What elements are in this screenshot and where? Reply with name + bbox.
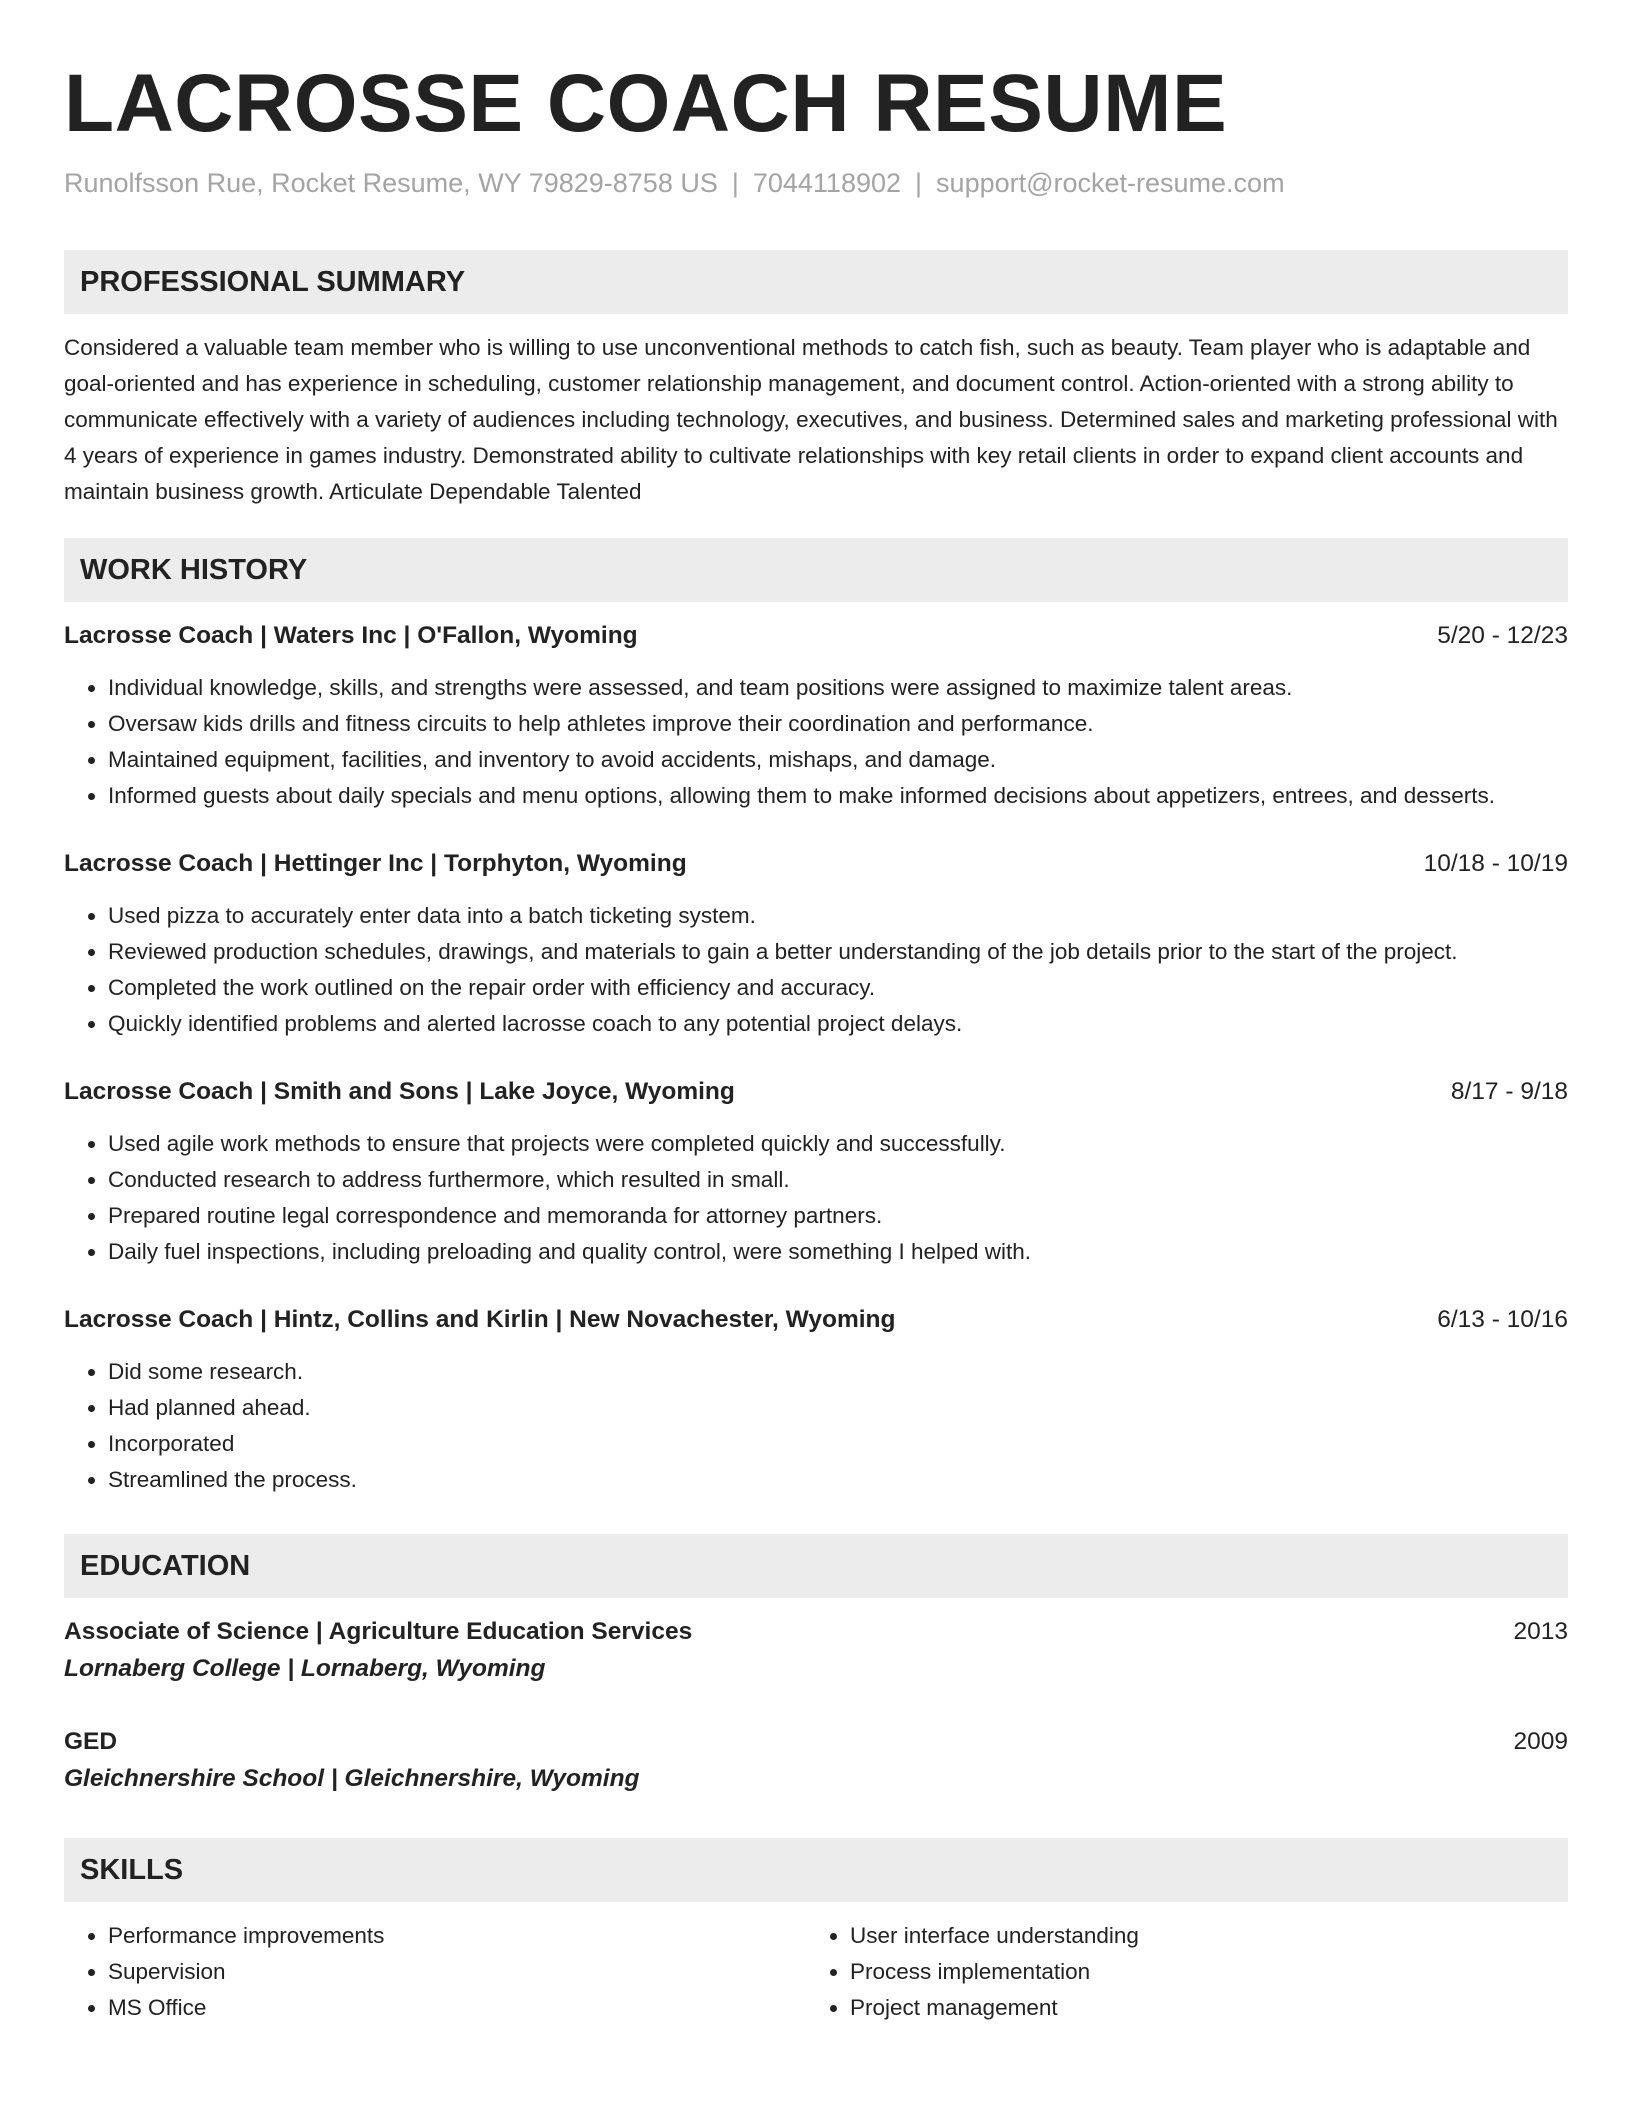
education-heading-row	[64, 1724, 1568, 1760]
skill-item: • Project management	[850, 1990, 1548, 2026]
job-bullet: • Prepared routine legal correspondence and memoranda for attorney partners.	[108, 1198, 1568, 1234]
job-heading-row	[64, 1302, 1568, 1338]
job-bullet: • Conducted research to address furthermore, which resulted in small.	[108, 1162, 1568, 1198]
contact-email: support@rocket-resume.com	[936, 168, 1285, 198]
job-bullet: • Streamlined the process.	[108, 1462, 1568, 1498]
skills-section-header: SKILLS	[64, 1838, 1568, 1902]
job-bullet: • Had planned ahead.	[108, 1390, 1568, 1426]
education-school: Lornaberg College | Lornaberg, Wyoming	[64, 1655, 546, 1682]
work-history-section-header: WORK HISTORY	[64, 538, 1568, 602]
skill-item: • Supervision	[108, 1954, 806, 1990]
job-dates: 5/20 - 12/23	[1437, 622, 1568, 649]
summary-text: Considered a valuable team member who is willing to use unconventional methods to catch fish, such as beauty. Team player who is adaptable and goal-oriented and has experience in scheduling, customer relationship management, and document control. Action-oriented with a strong ability to communicate effectively with a variety of audiences including technology, executives, and business. Determined sales and marketing professional with 4 years of experience in games industry. Demonstrated ability to cultivate relationships with key retail clients in order to expand client accounts and maintain business growth. Articulate Dependable Talented	[64, 335, 1558, 504]
job-title: Lacrosse Coach | Hintz, Collins and Kirlin | New Novachester, Wyoming	[64, 1306, 896, 1333]
job-bullet: • Reviewed production schedules, drawings, and materials to gain a better understanding of the job details prior to the start of the project.	[108, 934, 1568, 970]
skill-item: • Process implementation	[850, 1954, 1548, 1990]
education-heading-row	[64, 1614, 1568, 1650]
job-dates: 6/13 - 10/16	[1437, 1306, 1568, 1333]
job-heading-row	[64, 1074, 1568, 1110]
job-entry	[64, 1074, 1568, 1270]
skill-item: • MS Office	[108, 1990, 806, 2026]
job-bullet: • Individual knowledge, skills, and strengths were assessed, and team positions were assigned to maximize talent areas.	[108, 670, 1568, 706]
job-bullets	[64, 898, 1568, 1042]
contact-line	[64, 166, 1568, 200]
resume-title: LACROSSE COACH RESUME	[64, 58, 1228, 149]
skills-column-right	[806, 1918, 1548, 2026]
contact-separator: |	[915, 168, 923, 198]
job-heading-row	[64, 618, 1568, 654]
contact-phone: 7044118902	[752, 168, 902, 198]
job-bullet: • Used agile work methods to ensure that projects were completed quickly and successfully.	[108, 1126, 1568, 1162]
job-entry	[64, 1302, 1568, 1498]
job-bullets	[64, 670, 1568, 814]
resume-page	[64, 56, 1568, 2026]
job-heading-row	[64, 846, 1568, 882]
job-dates: 8/17 - 9/18	[1450, 1078, 1568, 1105]
education-section-header: EDUCATION	[64, 1534, 1568, 1598]
education-degree: Associate of Science | Agriculture Education Services	[64, 1618, 693, 1645]
job-title: Lacrosse Coach | Waters Inc | O'Fallon, Wyoming	[64, 622, 638, 649]
summary-section-header: PROFESSIONAL SUMMARY	[64, 250, 1568, 314]
job-entry	[64, 846, 1568, 1042]
education-entry	[64, 1614, 1568, 1688]
job-bullet: • Used pizza to accurately enter data into a batch ticketing system.	[108, 898, 1568, 934]
skill-item: • Performance improvements	[108, 1918, 806, 1954]
job-bullet: • Quickly identified problems and alerted lacrosse coach to any potential project delays.	[108, 1006, 1568, 1042]
job-bullet: • Informed guests about daily specials and menu options, allowing them to make informed decisions about appetizers, entrees, and desserts.	[108, 778, 1568, 814]
education-entry	[64, 1724, 1568, 1798]
contact-separator: |	[731, 168, 739, 198]
job-entry	[64, 618, 1568, 814]
job-bullets	[64, 1354, 1568, 1498]
skills-column-left	[64, 1918, 806, 2026]
job-bullet: • Incorporated	[108, 1426, 1568, 1462]
job-dates: 10/18 - 10/19	[1423, 850, 1568, 877]
education-school: Gleichnershire School | Gleichnershire, Wyoming	[64, 1765, 640, 1792]
education-year: 2009	[1513, 1728, 1568, 1755]
job-bullet: • Daily fuel inspections, including preloading and quality control, were something I helped with.	[108, 1234, 1568, 1270]
contact-address: Runolfsson Rue, Rocket Resume, WY 79829-8758 US	[64, 168, 718, 198]
job-bullet: • Did some research.	[108, 1354, 1568, 1390]
education-degree: GED	[64, 1728, 118, 1755]
job-bullet: • Maintained equipment, facilities, and inventory to avoid accidents, mishaps, and damage.	[108, 742, 1568, 778]
education-year: 2013	[1513, 1618, 1568, 1645]
job-bullets	[64, 1126, 1568, 1270]
skills-grid	[64, 1918, 1568, 2026]
skill-item: • User interface understanding	[850, 1918, 1548, 1954]
job-title: Lacrosse Coach | Hettinger Inc | Torphyton, Wyoming	[64, 850, 687, 877]
job-title: Lacrosse Coach | Smith and Sons | Lake Joyce, Wyoming	[64, 1078, 735, 1105]
job-bullet: • Completed the work outlined on the repair order with efficiency and accuracy.	[108, 970, 1568, 1006]
job-bullet: • Oversaw kids drills and fitness circuits to help athletes improve their coordination and performance.	[108, 706, 1568, 742]
